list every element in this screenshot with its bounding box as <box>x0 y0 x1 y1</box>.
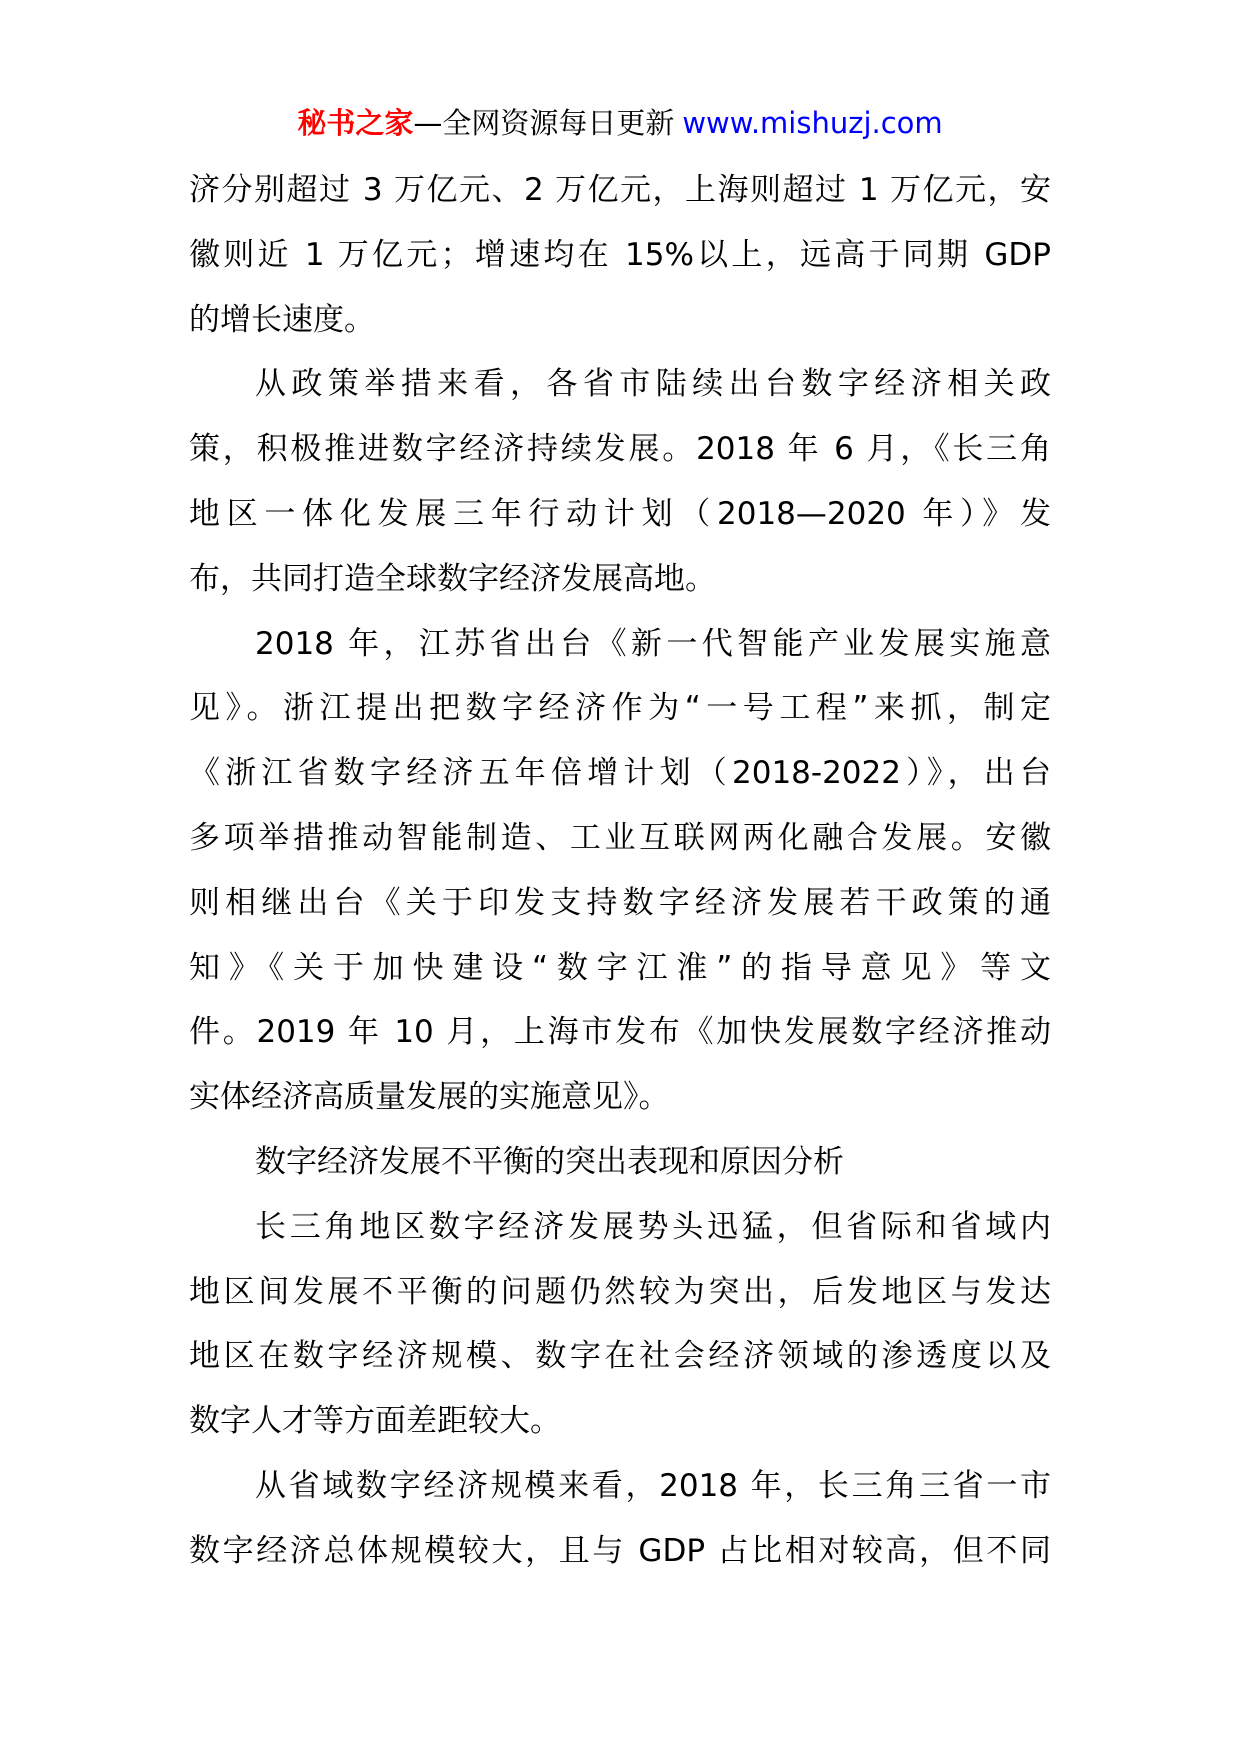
text-line: 地区一体化发展三年行动计划（2018—2020 年）》发 <box>189 495 1051 532</box>
text-line: 数字经济总体规模较大，且与 GDP 占比相对较高，但不同 <box>189 1532 1051 1569</box>
text-line: 地区间发展不平衡的问题仍然较为突出，后发地区与发达 <box>189 1273 1051 1310</box>
text-line: 数字人才等方面差距较大。 <box>189 1403 561 1440</box>
text-line: 《浙江省数字经济五年倍增计划（2018-2022）》，出台 <box>189 755 1051 792</box>
document-body <box>189 158 1051 1584</box>
text-line: 从政策举措来看，各省市陆续出台数字经济相关政 <box>255 366 1051 403</box>
text-line: 多项举措推动智能制造、工业互联网两化融合发展。安徽 <box>189 819 1051 856</box>
text-line: 知》《关于加快建设“数字江淮”的指导意见》等文 <box>189 949 1051 986</box>
text-line: 见》。浙江提出把数字经济作为“一号工程”来抓，制定 <box>189 690 1051 727</box>
text-line: 地区在数字经济规模、数字在社会经济领域的渗透度以及 <box>189 1338 1051 1375</box>
text-line: 实体经济高质量发展的实施意见》。 <box>189 1079 670 1116</box>
text-line: 数字经济发展不平衡的突出表现和原因分析 <box>255 1143 844 1180</box>
site-url-link[interactable]: www.mishuzj.com <box>682 106 943 140</box>
text-line: 的增长速度。 <box>189 301 375 338</box>
brand-name: 秘书之家 <box>297 106 414 140</box>
text-line: 济分别超过 3 万亿元、2 万亿元，上海则超过 1 万亿元，安 <box>189 172 1051 208</box>
text-line: 徽则近 1 万亿元；增速均在 15%以上，远高于同期 GDP <box>189 236 1051 273</box>
header-tagline: —全网资源每日更新 <box>413 106 675 140</box>
text-line: 2018 年，江苏省出台《新一代智能产业发展实施意 <box>255 625 1051 662</box>
text-line: 则相继出台《关于印发支持数字经济发展若干政策的通 <box>189 884 1051 921</box>
page-header <box>0 102 1240 144</box>
text-line: 策，积极推进数字经济持续发展。2018 年 6 月，《长三角 <box>189 431 1051 468</box>
text-line: 长三角地区数字经济发展势头迅猛，但省际和省域内 <box>255 1208 1051 1245</box>
text-line: 从省域数字经济规模来看，2018 年，长三角三省一市 <box>255 1467 1051 1504</box>
text-line: 件。2019 年 10 月，上海市发布《加快发展数字经济推动 <box>189 1014 1051 1051</box>
text-line: 布，共同打造全球数字经济发展高地。 <box>189 560 716 597</box>
